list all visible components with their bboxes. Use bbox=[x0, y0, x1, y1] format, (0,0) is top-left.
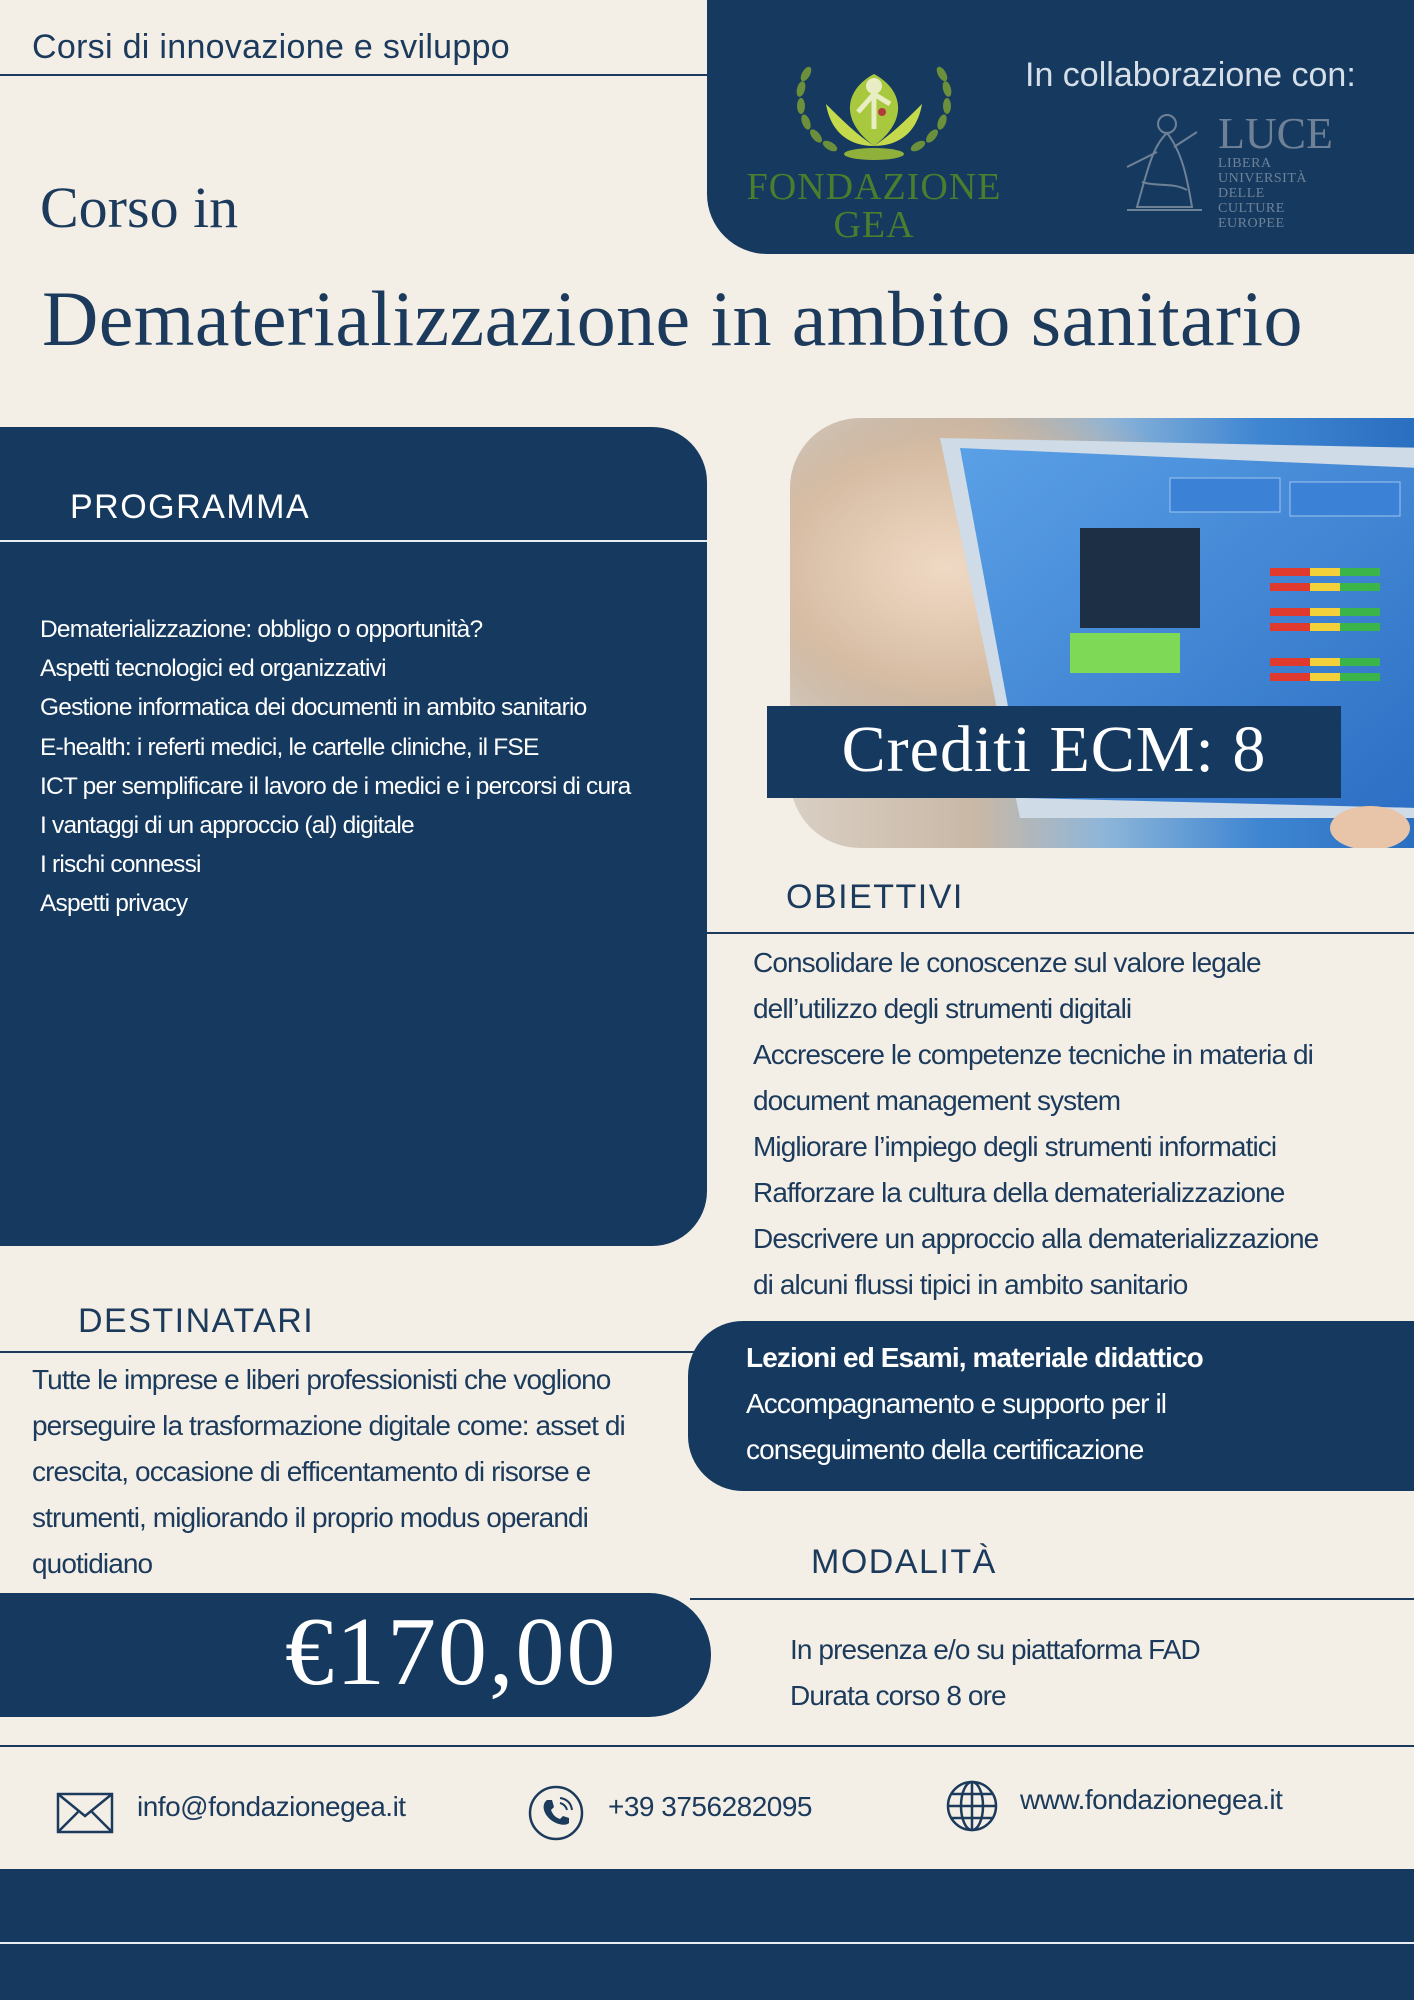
email-link[interactable]: info@fondazionegea.it bbox=[137, 1791, 406, 1822]
destinatari-line: crescita, occasione di efficentamento di risorse e bbox=[32, 1456, 591, 1487]
website-link[interactable]: www.fondazionegea.it bbox=[1020, 1784, 1283, 1815]
obiettivi-title: OBIETTIVI bbox=[786, 878, 964, 916]
destinatari-line: strumenti, migliorando il proprio modus operandi bbox=[32, 1502, 588, 1533]
phone-icon bbox=[527, 1784, 585, 1842]
footer-band-bottom bbox=[0, 1944, 1414, 2000]
crediti-ecm: Crediti ECM: 8 bbox=[841, 713, 1267, 786]
collaboration-label: In collaborazione con: bbox=[1025, 56, 1356, 94]
footer-band bbox=[0, 1869, 1414, 1942]
programma-item: Dematerializzazione: obbligo o opportunità? bbox=[40, 616, 483, 643]
lezioni-heading: Lezioni ed Esami, materiale didattico bbox=[746, 1342, 1203, 1373]
modalita-divider bbox=[690, 1598, 1414, 1600]
destinatari-list bbox=[32, 1357, 625, 1587]
programma-title: PROGRAMMA bbox=[70, 488, 311, 526]
course-prefix: Corso in bbox=[40, 175, 239, 240]
obiettivi-line: document management system bbox=[753, 1085, 1121, 1116]
phone-link[interactable]: +39 3756282095 bbox=[608, 1791, 812, 1822]
luce-name: LUCE bbox=[1218, 109, 1333, 158]
obiettivi-divider bbox=[707, 932, 1414, 934]
modalita-line: In presenza e/o su piattaforma FAD bbox=[790, 1634, 1200, 1665]
programma-item: E-health: i referti medici, le cartelle cliniche, il FSE bbox=[40, 733, 539, 761]
obiettivi-line: Descrivere un approccio alla dematerializzazione bbox=[753, 1223, 1319, 1254]
luce-subtitle: LIBERA UNIVERSITÀ DELLE CULTURE EUROPEE bbox=[1218, 156, 1307, 231]
destinatari-title: DESTINATARI bbox=[78, 1302, 315, 1340]
programma-list bbox=[40, 610, 630, 924]
programma-item: Gestione informatica dei documenti in ambito sanitario bbox=[40, 694, 587, 722]
lezioni-line: conseguimento della certificazione bbox=[746, 1434, 1144, 1465]
lezioni-line: Accompagnamento e supporto per il bbox=[746, 1388, 1167, 1419]
modalita-title: MODALITÀ bbox=[811, 1543, 997, 1581]
modalita-list bbox=[790, 1627, 1200, 1719]
obiettivi-line: di alcuni flussi tipici in ambito sanitario bbox=[753, 1269, 1188, 1300]
mail-icon bbox=[56, 1792, 114, 1834]
logo-text: FONDAZIONE GEA bbox=[746, 166, 1002, 246]
destinatari-line: quotidiano bbox=[32, 1548, 153, 1579]
destinatari-line: Tutte le imprese e liberi professionisti che vogliono bbox=[32, 1364, 611, 1395]
obiettivi-line: Accrescere le competenze tecniche in materia di bbox=[753, 1039, 1313, 1070]
destinatari-line: perseguire la trasformazione digitale come: asset di bbox=[32, 1410, 625, 1441]
destinatari-divider bbox=[0, 1351, 700, 1353]
obiettivi-line: Consolidare le conoscenze sul valore legale bbox=[753, 947, 1261, 978]
tagline-divider bbox=[0, 74, 707, 76]
obiettivi-line: Rafforzare la cultura della dematerializzazione bbox=[753, 1177, 1285, 1208]
obiettivi-line: Migliorare l’impiego degli strumenti informatici bbox=[753, 1131, 1277, 1162]
programma-item: ICT per semplificare il lavoro de i medici e i percorsi di cura bbox=[40, 772, 631, 800]
obiettivi-line: dell’utilizzo degli strumenti digitali bbox=[753, 993, 1132, 1024]
contacts-top-divider bbox=[0, 1745, 1414, 1747]
luce-logo-figure bbox=[1112, 102, 1212, 222]
programma-item: I vantaggi di un approccio (al) digitale bbox=[40, 812, 414, 840]
lezioni-list bbox=[746, 1335, 1203, 1473]
programma-item: I rischi connessi bbox=[40, 851, 201, 879]
programma-item: Aspetti tecnologici ed organizzativi bbox=[40, 655, 386, 683]
programma-divider bbox=[0, 540, 707, 542]
price: €170,00 bbox=[285, 1598, 618, 1706]
modalita-line: Durata corso 8 ore bbox=[790, 1680, 1006, 1711]
obiettivi-list bbox=[753, 940, 1318, 1308]
tagline: Corsi di innovazione e sviluppo bbox=[32, 28, 511, 66]
programma-item: Aspetti privacy bbox=[40, 890, 188, 918]
globe-icon bbox=[945, 1779, 999, 1833]
course-title: Dematerializzazione in ambito sanitario bbox=[42, 275, 1303, 362]
